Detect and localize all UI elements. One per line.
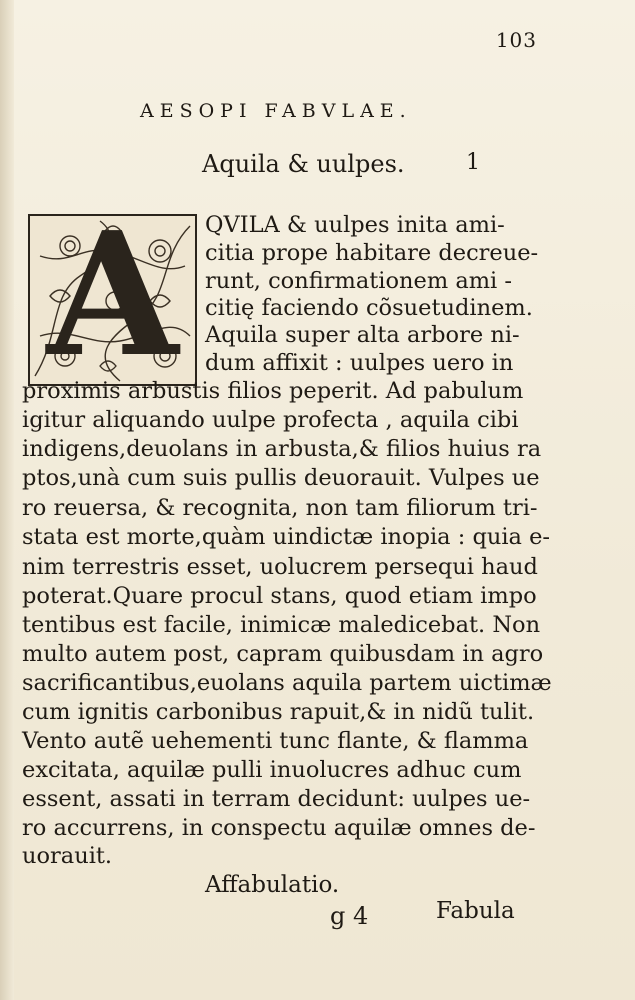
text-line: Aquila super alta arbore ni- [205,322,520,348]
page-number: 103 [495,28,537,52]
text-line: dum affixit : uulpes uero in [205,350,514,376]
running-head: AESOPI FABVLAE. [140,100,412,122]
text-line: essent, assati in terram decidunt: uulpes ue- [22,786,531,812]
text-line: ro reuersa, & recognita, non tam filiorum tri- [22,495,538,521]
page-gutter [0,0,14,1000]
signature-mark: g 4 [330,902,369,930]
text-line: uorauit. [22,843,113,869]
text-line: igitur aliquando uulpe profecta , aquila cibi [22,407,519,433]
affabulatio-heading: Affabulatio. [205,872,340,898]
text-line: ro accurrens, in conspectu aquilæ omnes de- [22,815,536,841]
initial-letter: A [46,214,179,386]
text-line: citię faciendo cõsuetudinem. [205,295,533,321]
text-line: sacrificantibus,euolans aquila partem uictimæ [22,670,552,696]
text-line: nim terrestris esset, uolucrem persequi haud [22,554,538,580]
decorated-initial [28,214,197,386]
text-line: Vento autẽ uehementi tunc flante, & flamma [22,728,529,754]
text-line: stata est morte,quàm uindictæ inopia : quia e- [22,524,551,550]
text-line: ptos,unà cum suis pullis deuorauit. Vulpes ue [22,465,540,491]
text-line: poterat.Quare procul stans, quod etiam impo [22,583,537,609]
text-line: excitata, aquilæ pulli inuolucres adhuc cum [22,757,522,783]
fable-number: 1 [466,150,480,175]
catchword: Fabula [436,898,515,924]
text-line: runt, confirmationem ami - [205,268,513,294]
text-line: citia prope habitare decreue- [205,240,539,266]
text-line: cum ignitis carbonibus rapuit,& in nidũ tulit. [22,699,535,725]
text-line: QVILA & uulpes inita ami- [205,212,505,238]
text-line: tentibus est facile, inimicæ maledicebat. Non [22,612,541,638]
text-line: proximis arbustis filios peperit. Ad pabulum [22,378,524,404]
text-line: multo autem post, capram quibusdam in agro [22,641,544,667]
fable-title: Aquila & uulpes. [202,150,405,178]
text-line: indigens,deuolans in arbusta,& filios huius ra [22,436,542,462]
